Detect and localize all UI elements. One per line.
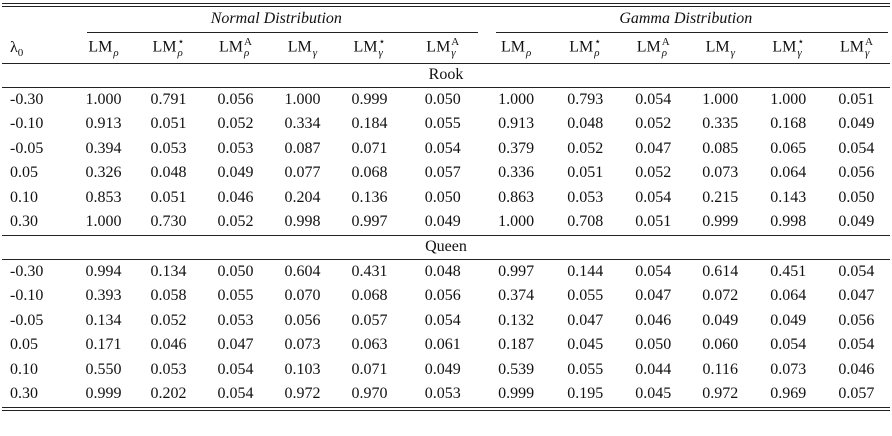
value-cell: 0.047 xyxy=(635,287,672,305)
value-cell: 0.071 xyxy=(351,360,388,378)
value-cell: 0.060 xyxy=(702,336,739,354)
value-cell: 0.051 xyxy=(838,90,875,108)
value-cell: 0.049 xyxy=(424,213,461,231)
value-cell: 0.056 xyxy=(217,90,254,108)
lambda-cell: 0.10 xyxy=(10,188,38,206)
lambda-cell: -0.30 xyxy=(10,90,44,108)
value-cell: 0.054 xyxy=(838,336,875,354)
value-cell: 0.053 xyxy=(150,139,187,157)
table-row xyxy=(2,161,890,186)
value-cell: 0.054 xyxy=(838,139,875,157)
value-cell: 1.000 xyxy=(284,90,321,108)
value-cell: 0.049 xyxy=(217,164,254,182)
column-header: LM A ρ xyxy=(636,35,670,59)
value-cell: 0.053 xyxy=(217,311,254,329)
lambda-cell: -0.05 xyxy=(10,311,44,329)
value-cell: 0.334 xyxy=(284,115,321,133)
value-cell: 0.184 xyxy=(351,115,388,133)
value-cell: 0.065 xyxy=(770,139,807,157)
value-cell: 0.050 xyxy=(424,90,461,108)
section-title-row xyxy=(2,236,890,259)
value-cell: 0.070 xyxy=(284,287,321,305)
value-cell: 0.045 xyxy=(635,385,672,403)
value-cell: 0.056 xyxy=(838,311,875,329)
value-cell: 0.394 xyxy=(85,139,122,157)
value-cell: 0.063 xyxy=(351,336,388,354)
value-cell: 0.047 xyxy=(567,311,604,329)
value-cell: 0.791 xyxy=(150,90,187,108)
value-cell: 0.999 xyxy=(498,385,535,403)
value-cell: 0.056 xyxy=(424,287,461,305)
table-row xyxy=(2,260,890,285)
lambda-cell: 0.30 xyxy=(10,213,38,231)
column-header: LM ⋆ γ xyxy=(353,35,386,59)
value-cell: 0.431 xyxy=(351,262,388,280)
column-header: LM ⋆ ρ xyxy=(152,35,185,59)
column-header: LM γ xyxy=(287,38,318,59)
value-cell: 0.604 xyxy=(284,262,321,280)
value-cell: 0.054 xyxy=(635,90,672,108)
value-cell: 0.793 xyxy=(567,90,604,108)
value-cell: 0.202 xyxy=(150,385,187,403)
value-cell: 0.061 xyxy=(424,336,461,354)
value-cell: 0.046 xyxy=(217,188,254,206)
value-cell: 0.335 xyxy=(702,115,739,133)
value-cell: 0.550 xyxy=(85,360,122,378)
value-cell: 0.057 xyxy=(351,311,388,329)
column-header: LM ρ xyxy=(500,38,532,59)
value-cell: 0.187 xyxy=(498,336,535,354)
value-cell: 0.136 xyxy=(351,188,388,206)
value-cell: 0.972 xyxy=(284,385,321,403)
value-cell: 0.049 xyxy=(424,360,461,378)
value-cell: 0.539 xyxy=(498,360,535,378)
value-cell: 0.047 xyxy=(838,287,875,305)
value-cell: 0.072 xyxy=(702,287,739,305)
value-cell: 0.143 xyxy=(770,188,807,206)
value-cell: 0.051 xyxy=(150,115,187,133)
lambda-header: $\lambda_0$ xyxy=(10,38,24,59)
value-cell: 0.052 xyxy=(567,139,604,157)
value-cell: 0.046 xyxy=(635,311,672,329)
value-cell: 0.073 xyxy=(284,336,321,354)
value-cell: 0.144 xyxy=(567,262,604,280)
column-header: LM ρ xyxy=(88,38,119,59)
value-cell: 0.048 xyxy=(150,164,187,182)
column-header-row xyxy=(2,33,890,63)
value-cell: 0.204 xyxy=(284,188,321,206)
lambda-cell: -0.10 xyxy=(10,115,44,133)
value-cell: 0.055 xyxy=(567,360,604,378)
column-header: LM ⋆ γ xyxy=(772,35,805,59)
section-title: Rook xyxy=(428,66,464,83)
value-cell: 0.052 xyxy=(150,311,187,329)
value-cell: 0.051 xyxy=(635,213,672,231)
value-cell: 0.047 xyxy=(217,336,254,354)
value-cell: 0.052 xyxy=(217,115,254,133)
value-cell: 0.054 xyxy=(770,336,807,354)
value-cell: 0.048 xyxy=(424,262,461,280)
value-cell: 0.171 xyxy=(85,336,122,354)
value-cell: 0.195 xyxy=(567,385,604,403)
lambda-cell: -0.05 xyxy=(10,139,44,157)
value-cell: 0.052 xyxy=(217,213,254,231)
column-header: LM A ρ xyxy=(218,35,252,59)
value-cell: 0.999 xyxy=(351,90,388,108)
column-header: LM A γ xyxy=(426,35,460,59)
group-header-row xyxy=(2,7,890,32)
lambda-cell: 0.05 xyxy=(10,164,38,182)
value-cell: 0.054 xyxy=(838,262,875,280)
value-cell: 0.614 xyxy=(702,262,739,280)
value-cell: 0.077 xyxy=(284,164,321,182)
lambda-cell: -0.30 xyxy=(10,262,44,280)
column-header: LM γ xyxy=(705,38,735,59)
value-cell: 0.073 xyxy=(702,164,739,182)
results-table xyxy=(2,7,890,407)
value-cell: 1.000 xyxy=(85,90,122,108)
table-row xyxy=(2,186,890,211)
value-cell: 0.071 xyxy=(351,139,388,157)
value-cell: 0.049 xyxy=(702,311,739,329)
table-row xyxy=(2,88,890,113)
value-cell: 0.050 xyxy=(424,188,461,206)
value-cell: 0.913 xyxy=(498,115,535,133)
value-cell: 0.326 xyxy=(85,164,122,182)
value-cell: 1.000 xyxy=(85,213,122,231)
value-cell: 0.068 xyxy=(351,287,388,305)
value-cell: 1.000 xyxy=(498,213,535,231)
value-cell: 0.050 xyxy=(838,188,875,206)
value-cell: 0.056 xyxy=(284,311,321,329)
value-cell: 1.000 xyxy=(770,90,807,108)
value-cell: 0.057 xyxy=(838,385,875,403)
table-row xyxy=(2,137,890,162)
value-cell: 0.053 xyxy=(217,139,254,157)
value-cell: 0.064 xyxy=(770,287,807,305)
value-cell: 0.044 xyxy=(635,360,672,378)
value-cell: 0.057 xyxy=(424,164,461,182)
value-cell: 0.970 xyxy=(351,385,388,403)
value-cell: 0.054 xyxy=(635,262,672,280)
lambda-cell: 0.30 xyxy=(10,385,38,403)
lambda-cell: -0.10 xyxy=(10,287,44,305)
value-cell: 0.055 xyxy=(424,115,461,133)
results-table-container xyxy=(2,0,890,411)
value-cell: 0.064 xyxy=(770,164,807,182)
value-cell: 0.999 xyxy=(702,213,739,231)
table-body xyxy=(2,63,890,407)
section-title-row xyxy=(2,64,890,87)
table-row xyxy=(2,284,890,309)
value-cell: 0.087 xyxy=(284,139,321,157)
value-cell: 0.055 xyxy=(567,287,604,305)
value-cell: 0.047 xyxy=(635,139,672,157)
value-cell: 0.168 xyxy=(770,115,807,133)
value-cell: 0.863 xyxy=(498,188,535,206)
value-cell: 0.451 xyxy=(770,262,807,280)
value-cell: 0.049 xyxy=(838,213,875,231)
column-header: LM A γ xyxy=(839,35,873,59)
value-cell: 0.050 xyxy=(635,336,672,354)
value-cell: 0.054 xyxy=(635,188,672,206)
table-row xyxy=(2,382,890,407)
value-cell: 0.999 xyxy=(85,385,122,403)
gamma-distribution-header: Gamma Distribution xyxy=(619,10,753,28)
value-cell: 1.000 xyxy=(702,90,739,108)
value-cell: 0.730 xyxy=(150,213,187,231)
value-cell: 0.393 xyxy=(85,287,122,305)
normal-distribution-header: Normal Distribution xyxy=(210,10,342,28)
value-cell: 0.998 xyxy=(770,213,807,231)
value-cell: 0.056 xyxy=(838,164,875,182)
value-cell: 0.051 xyxy=(567,164,604,182)
value-cell: 0.054 xyxy=(424,311,461,329)
value-cell: 0.046 xyxy=(838,360,875,378)
value-cell: 0.048 xyxy=(567,115,604,133)
lambda-cell: 0.10 xyxy=(10,360,38,378)
value-cell: 0.051 xyxy=(150,188,187,206)
value-cell: 0.708 xyxy=(567,213,604,231)
value-cell: 0.374 xyxy=(498,287,535,305)
value-cell: 0.073 xyxy=(770,360,807,378)
table-row xyxy=(2,333,890,358)
value-cell: 0.379 xyxy=(498,139,535,157)
table-row xyxy=(2,309,890,334)
value-cell: 0.053 xyxy=(567,188,604,206)
value-cell: 0.046 xyxy=(150,336,187,354)
value-cell: 0.134 xyxy=(85,311,122,329)
value-cell: 0.998 xyxy=(284,213,321,231)
value-cell: 0.049 xyxy=(770,311,807,329)
table-row xyxy=(2,112,890,137)
value-cell: 0.058 xyxy=(150,287,187,305)
value-cell: 0.913 xyxy=(85,115,122,133)
bottom-rule xyxy=(2,407,890,408)
value-cell: 0.050 xyxy=(217,262,254,280)
value-cell: 1.000 xyxy=(498,90,535,108)
value-cell: 0.053 xyxy=(150,360,187,378)
value-cell: 0.103 xyxy=(284,360,321,378)
column-header: LM ⋆ ρ xyxy=(569,35,602,59)
section-title: Queen xyxy=(425,238,467,255)
value-cell: 0.052 xyxy=(635,115,672,133)
value-cell: 0.336 xyxy=(498,164,535,182)
value-cell: 0.053 xyxy=(424,385,461,403)
value-cell: 0.085 xyxy=(702,139,739,157)
value-cell: 0.049 xyxy=(838,115,875,133)
value-cell: 0.997 xyxy=(351,213,388,231)
value-cell: 0.994 xyxy=(85,262,122,280)
value-cell: 0.052 xyxy=(635,164,672,182)
value-cell: 0.997 xyxy=(498,262,535,280)
value-cell: 0.972 xyxy=(702,385,739,403)
lambda-cell: 0.05 xyxy=(10,336,38,354)
value-cell: 0.116 xyxy=(702,360,738,378)
value-cell: 0.969 xyxy=(770,385,807,403)
value-cell: 0.068 xyxy=(351,164,388,182)
value-cell: 0.054 xyxy=(217,360,254,378)
table-row xyxy=(2,358,890,383)
value-cell: 0.853 xyxy=(85,188,122,206)
value-cell: 0.055 xyxy=(217,287,254,305)
value-cell: 0.215 xyxy=(702,188,739,206)
value-cell: 0.045 xyxy=(567,336,604,354)
table-row xyxy=(2,210,890,235)
value-cell: 0.132 xyxy=(498,311,535,329)
value-cell: 0.054 xyxy=(424,139,461,157)
bottom-rule-2 xyxy=(2,410,890,411)
value-cell: 0.054 xyxy=(217,385,254,403)
value-cell: 0.134 xyxy=(150,262,187,280)
